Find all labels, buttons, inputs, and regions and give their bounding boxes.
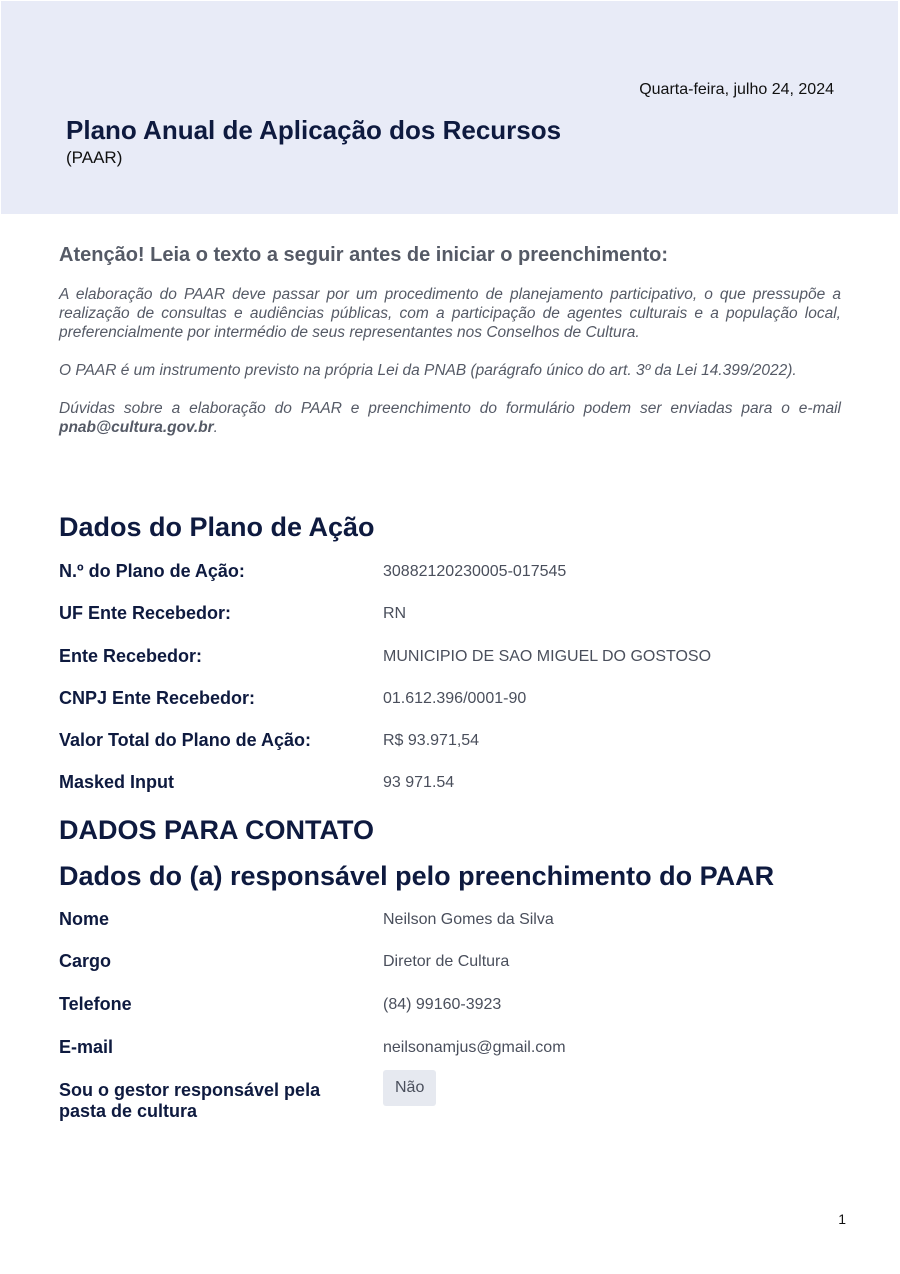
field-value: (84) 99160-3923 — [383, 996, 502, 1013]
document-subtitle: (PAAR) — [66, 148, 123, 167]
field-label: Ente Recebedor: — [59, 646, 203, 666]
section-heading-contato: DADOS PARA CONTATO — [59, 815, 374, 845]
contact-email-link[interactable]: pnab@cultura.gov.br — [59, 419, 214, 436]
field-label: Sou o gestor responsável pela pasta de cultura — [59, 1080, 321, 1121]
field-value: 30882120230005-017545 — [383, 563, 567, 580]
notice-paragraph: O PAAR é um instrumento previsto na própria Lei da PNAB (parágrafo único do art. 3º da Lei 14.399/2022). — [59, 362, 797, 379]
attention-notice — [59, 244, 841, 456]
notice-text: . — [213, 419, 218, 436]
field-label: Cargo — [59, 951, 112, 971]
field-value: 01.612.396/0001-90 — [383, 690, 527, 707]
field-label: Nome — [59, 909, 110, 929]
gestor-answer-badge: Não — [383, 1070, 436, 1106]
field-label: E-mail — [59, 1037, 114, 1057]
field-label: UF Ente Recebedor: — [59, 603, 232, 623]
field-value: Diretor de Cultura — [383, 953, 510, 970]
field-value: RN — [383, 605, 407, 622]
field-label: Telefone — [59, 994, 132, 1014]
field-label: Masked Input — [59, 772, 175, 792]
notice-heading: Atenção! Leia o texto a seguir antes de iniciar o preenchimento: — [59, 244, 669, 266]
field-value: 93 971.54 — [383, 774, 455, 791]
document-header — [1, 1, 898, 214]
document-date: Quarta-feira, julho 24, 2024 — [639, 81, 834, 98]
field-value: neilsonamjus@gmail.com — [383, 1039, 566, 1056]
section-subheading-responsavel: Dados do (a) responsável pelo preenchimento do PAAR — [59, 861, 775, 891]
notice-paragraph: A elaboração do PAAR deve passar por um procedimento de planejamento participativo, o que pressupõe a realização de consultas e audiências públicas, com a participação de agentes culturais e a população local, preferencialmente por intermédio de seus representantes nos Conselhos de Cultura. — [59, 286, 841, 341]
page-number: 1 — [838, 1211, 846, 1227]
section-heading-plano: Dados do Plano de Ação — [59, 512, 375, 542]
field-label: N.º do Plano de Ação: — [59, 561, 245, 581]
field-label: CNPJ Ente Recebedor: — [59, 688, 256, 708]
field-value: Neilson Gomes da Silva — [383, 911, 554, 928]
field-value: R$ 93.971,54 — [383, 732, 480, 749]
notice-paragraph — [59, 399, 841, 437]
document-title: Plano Anual de Aplicação dos Recursos — [66, 115, 562, 145]
field-label: Valor Total do Plano de Ação: — [59, 730, 312, 750]
notice-text: Dúvidas sobre a elaboração do PAAR e preenchimento do formulário podem ser enviadas para o e-mail — [59, 400, 841, 417]
field-value: MUNICIPIO DE SAO MIGUEL DO GOSTOSO — [383, 648, 712, 665]
